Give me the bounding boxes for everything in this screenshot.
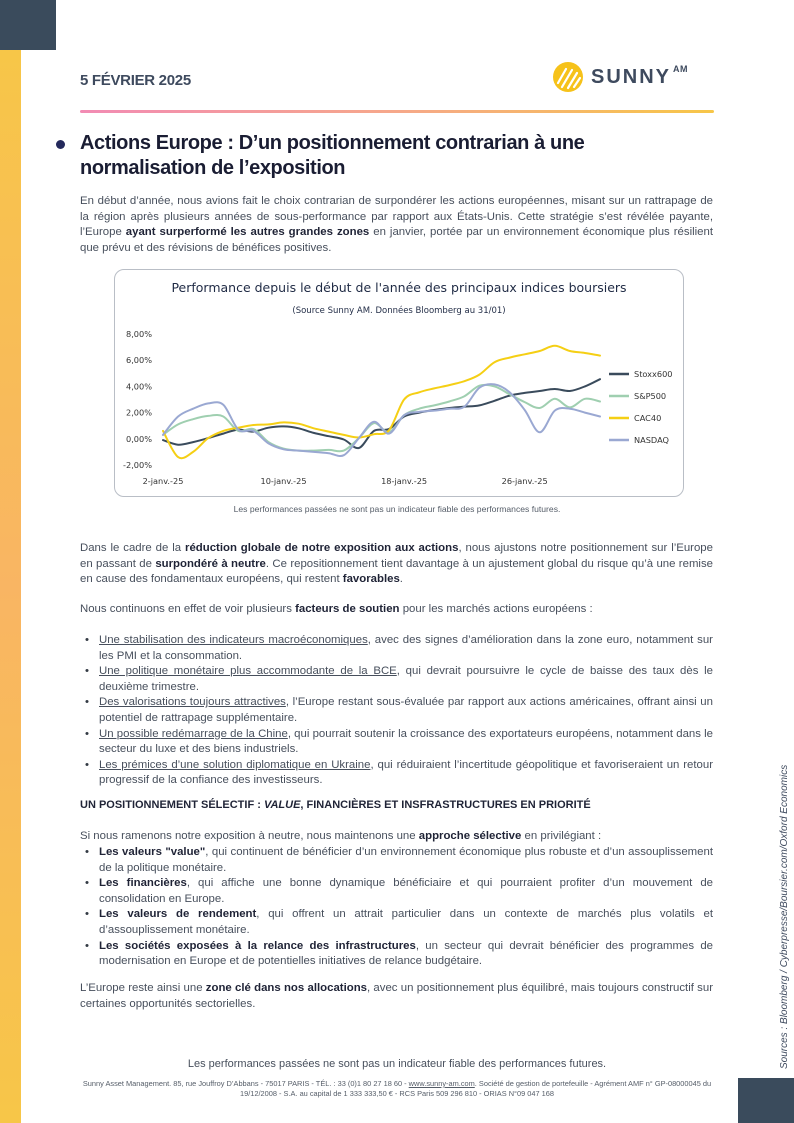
- list-item: • Les valeurs "value", qui continuent de bénéficier d’un environnement économique plus robuste et d’un assouplissement de la politique monétaire.: [80, 845, 713, 876]
- x-tick-label: 10-janv.-25: [260, 476, 307, 486]
- footer-disclaimer: Les performances passées ne sont pas un indicateur fiable des performances futures.: [187, 1058, 607, 1070]
- sources-vertical: Sources : Bloomberg / Cyberpresse/Boursier.com/Oxford Economics: [779, 764, 790, 1069]
- selective-list: [80, 845, 713, 970]
- header-gradient-rule: [80, 110, 714, 113]
- y-tick-label: 6,00%: [125, 355, 152, 366]
- article-title: Actions Europe : D’un positionnement contrarian à une normalisation de l’exposition: [80, 132, 585, 179]
- x-tick-label: 2-janv.-25: [142, 476, 184, 486]
- list-item: • Les valeurs de rendement, qui offrent un attrait particulier dans un contexte de marchés plus volatils et d’assouplissement monétaire.: [80, 907, 713, 938]
- series-line-cac40: [163, 346, 600, 458]
- y-tick-label: 0,00%: [125, 433, 152, 444]
- section-heading: UN POSITIONNEMENT SÉLECTIF : VALUE, FINANCIÈRES ET INSFRASTRUCTURES EN PRIORITÉ: [80, 799, 591, 811]
- exposure-paragraph: Dans le cadre de la réduction globale de notre exposition aux actions, nous ajustons notre positionnement sur l’Europe en passant de surpondéré à neutre. Ce repositionnement tient davantage à un ajustement global du risque qu’à une remise en cause des fondamentaux européens, qui restent favorables.: [80, 542, 713, 586]
- support-intro: Nous continuons en effet de voir plusieurs facteurs de soutien pour les marchés actions européens :: [80, 603, 593, 615]
- y-tick-label: 8,00%: [125, 329, 152, 339]
- y-tick-label: 2,00%: [125, 407, 152, 418]
- x-tick-label: 18-janv.-25: [381, 476, 428, 486]
- list-item: • Les prémices d’une solution diplomatique en Ukraine, qui réduiraient l’incertitude géopolitique et favoriseraient un retour progressif de la confiance des investisseurs.: [80, 758, 713, 789]
- legend-label: Stoxx600: [634, 369, 673, 379]
- title-bullet: [56, 140, 65, 149]
- sunny-am-logo: [552, 60, 688, 94]
- list-item: • Une politique monétaire plus accommodante de la BCE, qui devrait poursuivre le cycle de baisse des taux dès le deuxième trimestre.: [80, 664, 713, 695]
- chart-subtitle: (Source Sunny AM. Données Bloomberg au 31/01): [292, 306, 506, 316]
- line-chart-svg: [115, 270, 683, 496]
- list-item: • Une stabilisation des indicateurs macroéconomiques, avec des signes d’amélioration dans la zone euro, notamment sur les PMI et la consommation.: [80, 633, 713, 664]
- intro-paragraph: En début d’année, nous avions fait le choix contrarian de surpondérer les actions européennes, misant sur un rattrapage de la région après plusieurs années de sous-performance par rapport aux États-Unis. Cette stratégie s’est révélée payante, l’Europe ayant surperformé les autres grandes zones en janvier, portée par un environnement économique plus résilient que prévu et des révisions de bénéfices positives.: [80, 195, 713, 254]
- x-tick-label: 26-janv.-25: [501, 476, 548, 486]
- series-line-s-p500: [163, 385, 600, 451]
- corner-block-bottom: [738, 1078, 794, 1123]
- chart-disclaimer: Les performances passées ne sont pas un indicateur fiable des performances futures.: [233, 504, 561, 514]
- list-item: • Des valorisations toujours attractives, l’Europe restant sous-évaluée par rapport aux actions américaines, offrant ainsi un potentiel de rattrapage supplémentaire.: [80, 695, 713, 726]
- logo-wordmark: SUNNY: [591, 65, 672, 88]
- publication-date: 5 FÉVRIER 2025: [80, 72, 191, 89]
- conclusion-paragraph: L’Europe reste ainsi une zone clé dans nos allocations, avec un positionnement plus équilibré, mais toujours constructif sur certaines opportunités sectorielles.: [80, 982, 713, 1010]
- performance-chart: [114, 269, 684, 497]
- list-item: • Un possible redémarrage de la Chine, qui pourrait soutenir la croissance des exportateurs européens, notamment dans le secteur du luxe et des biens industriels.: [80, 727, 713, 758]
- y-tick-label: -2,00%: [123, 460, 152, 470]
- support-factors-list: [80, 633, 713, 789]
- logo-suffix: AM: [673, 64, 689, 74]
- corner-block-top: [0, 0, 56, 50]
- chart-title: Performance depuis le début de l'année des principaux indices boursiers: [171, 280, 627, 295]
- footer-legal: Sunny Asset Management. 85, rue Jouffroy D’Abbans - 75017 PARIS - TÉL. : 33 (0)1 80 27 18 60 - www.sunny-am.com. Société de gestion de portefeuille - Agrément AMF n° GP-08000045 du 19/12/2008 - S.A. au capital de 1 333 333,50 € - RCS Paris 509 296 810 - ORIAS N°09 047 168: [82, 1079, 712, 1099]
- side-color-band: [0, 50, 21, 1123]
- website-link[interactable]: www.sunny-am.com: [408, 1079, 475, 1088]
- y-tick-label: 4,00%: [125, 381, 152, 392]
- selective-intro: Si nous ramenons notre exposition à neutre, nous maintenons une approche sélective en privilégiant :: [80, 830, 602, 842]
- sun-logo-icon: [552, 61, 584, 93]
- legend-label: S&P500: [634, 391, 667, 401]
- list-item: • Les sociétés exposées à la relance des infrastructures, un secteur qui devrait bénéficier des programmes de modernisation en Europe et de potentielles initiatives de relance budgétaire.: [80, 939, 713, 970]
- legend-label: NASDAQ: [634, 435, 669, 445]
- legend-label: CAC40: [634, 413, 662, 423]
- list-item: • Les financières, qui affiche une bonne dynamique bénéficiaire et qui pourraient profiter d’un mouvement de consolidation en Europe.: [80, 876, 713, 907]
